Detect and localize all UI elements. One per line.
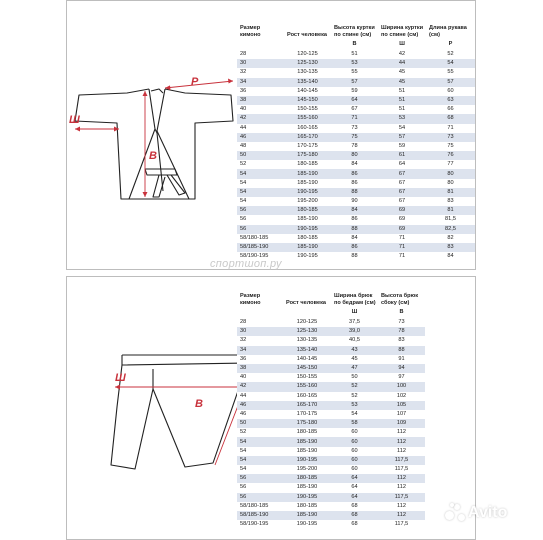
- table-cell: 78: [331, 142, 378, 151]
- table-cell: 112: [378, 483, 425, 492]
- table-cell: 56: [237, 483, 283, 492]
- table-cell: 51: [331, 50, 378, 59]
- table-cell: 76: [426, 151, 475, 160]
- table-cell: 54: [426, 59, 475, 68]
- table-cell: 82: [426, 234, 475, 243]
- table-cell: 59: [331, 87, 378, 96]
- table-cell: 45: [331, 355, 378, 364]
- table-cell: 165-170: [284, 133, 331, 142]
- table-row: [237, 520, 425, 529]
- table-cell: 64: [331, 483, 378, 492]
- table-cell: 71: [378, 243, 426, 252]
- table-row: [237, 502, 425, 511]
- table-cell: 75: [426, 142, 475, 151]
- table-cell: 67: [331, 105, 378, 114]
- table-cell: 42: [237, 382, 283, 391]
- table-cell: 75: [331, 133, 378, 142]
- table-cell: 120-125: [283, 318, 331, 327]
- table-cell: 180-185: [284, 160, 331, 169]
- table-cell: 109: [378, 419, 425, 428]
- table-cell: 160-165: [283, 392, 331, 401]
- jacket-label-p: P: [191, 76, 199, 88]
- table-cell: 88: [331, 225, 378, 234]
- table-cell: 140-145: [284, 87, 331, 96]
- table-cell: 73: [331, 124, 378, 133]
- table-row: [237, 336, 425, 345]
- table-row: [237, 243, 475, 252]
- table-cell: 48: [237, 142, 284, 151]
- pants-diagram: [67, 277, 237, 539]
- table-cell: 60: [331, 428, 378, 437]
- table-cell: 160-165: [284, 124, 331, 133]
- table-cell: 30: [237, 59, 284, 68]
- table-cell: 36: [237, 87, 284, 96]
- table-cell: 73: [426, 133, 475, 142]
- table-row: [237, 410, 425, 419]
- table-row: [237, 68, 475, 77]
- table-cell: 80: [426, 179, 475, 188]
- table-cell: 81: [426, 188, 475, 197]
- pants-symbol-hip-width: Ш: [331, 307, 378, 318]
- table-cell: 51: [378, 105, 426, 114]
- table-cell: 117,5: [378, 520, 425, 529]
- table-cell: 56: [237, 493, 283, 502]
- table-cell: 60: [331, 447, 378, 456]
- table-cell: 43: [331, 346, 378, 355]
- table-cell: 32: [237, 336, 283, 345]
- table-row: [237, 355, 425, 364]
- table-cell: 94: [378, 364, 425, 373]
- table-cell: 58/185-190: [237, 511, 283, 520]
- table-row: [237, 87, 475, 96]
- table-cell: 90: [331, 197, 378, 206]
- table-cell: 185-190: [283, 511, 331, 520]
- table-cell: 112: [378, 502, 425, 511]
- table-cell: 42: [237, 114, 284, 123]
- table-row: [237, 447, 425, 456]
- table-cell: 36: [237, 355, 283, 364]
- table-cell: 150-155: [284, 105, 331, 114]
- table-cell: 45: [378, 78, 426, 87]
- table-cell: 112: [378, 511, 425, 520]
- table-cell: 100: [378, 382, 425, 391]
- jacket-header-height: Рост человека: [287, 31, 327, 38]
- table-cell: 180-185: [283, 474, 331, 483]
- table-cell: 54: [237, 437, 283, 446]
- table-row: [237, 215, 475, 224]
- table-row: [237, 437, 425, 446]
- table-cell: 117,5: [378, 465, 425, 474]
- table-cell: 54: [237, 447, 283, 456]
- table-row: [237, 133, 475, 142]
- table-cell: 190-195: [284, 225, 331, 234]
- table-cell: 58/190-195: [237, 252, 284, 261]
- watermark-text: спортшоп.ру: [210, 258, 282, 270]
- table-cell: 175-180: [284, 151, 331, 160]
- table-cell: 112: [378, 437, 425, 446]
- table-cell: 71: [378, 234, 426, 243]
- table-cell: 117,5: [378, 456, 425, 465]
- table-cell: 53: [378, 114, 426, 123]
- pants-header-size: Размер кимоно: [240, 293, 261, 306]
- table-cell: 155-160: [284, 114, 331, 123]
- table-cell: 81,5: [426, 215, 475, 224]
- table-row: [237, 105, 475, 114]
- table-cell: 180-185: [283, 502, 331, 511]
- table-cell: 38: [237, 364, 283, 373]
- jacket-diagram: [67, 1, 237, 269]
- table-cell: 145-150: [283, 364, 331, 373]
- table-cell: 155-160: [283, 382, 331, 391]
- table-cell: 60: [331, 456, 378, 465]
- table-row: [237, 465, 425, 474]
- table-cell: 105: [378, 401, 425, 410]
- jacket-header-size: Размер кимоно: [240, 25, 261, 38]
- table-cell: 56: [237, 225, 284, 234]
- table-cell: 175-180: [283, 419, 331, 428]
- table-cell: 61: [378, 151, 426, 160]
- table-cell: 185-190: [284, 215, 331, 224]
- pants-label-v: В: [195, 398, 203, 410]
- table-row: [237, 401, 425, 410]
- table-cell: 112: [378, 474, 425, 483]
- table-cell: 185-190: [284, 179, 331, 188]
- table-row: [237, 50, 475, 59]
- table-cell: 120-125: [284, 50, 331, 59]
- table-cell: 59: [378, 142, 426, 151]
- pants-symbol-side-height: В: [378, 307, 425, 318]
- table-row: [237, 382, 425, 391]
- table-row: [237, 419, 425, 428]
- jacket-size-table: [237, 3, 475, 261]
- jacket-header-back-height: Высота куртки по спине (см): [334, 25, 375, 38]
- table-row: [237, 169, 475, 178]
- table-cell: 67: [378, 179, 426, 188]
- table-cell: 88: [378, 346, 425, 355]
- table-cell: 68: [426, 114, 475, 123]
- table-row: [237, 206, 475, 215]
- jacket-header-sleeve: Длина рукава (см): [429, 25, 467, 38]
- table-cell: 56: [237, 215, 284, 224]
- table-cell: 102: [378, 392, 425, 401]
- table-cell: 38: [237, 96, 284, 105]
- table-cell: 64: [331, 96, 378, 105]
- table-row: [237, 474, 425, 483]
- table-row: [237, 234, 475, 243]
- table-cell: 66: [426, 105, 475, 114]
- table-cell: 140-145: [283, 355, 331, 364]
- table-cell: 69: [378, 215, 426, 224]
- table-cell: 40: [237, 105, 284, 114]
- table-cell: 54: [378, 124, 426, 133]
- table-cell: 135-140: [283, 346, 331, 355]
- table-cell: 51: [378, 96, 426, 105]
- table-cell: 46: [237, 410, 283, 419]
- jacket-size-panel: [66, 0, 476, 270]
- table-cell: 69: [378, 225, 426, 234]
- table-cell: 52: [426, 50, 475, 59]
- table-cell: 54: [237, 197, 284, 206]
- table-cell: 73: [378, 318, 425, 327]
- table-cell: 77: [426, 160, 475, 169]
- table-cell: 67: [378, 197, 426, 206]
- table-cell: 91: [378, 355, 425, 364]
- table-cell: 64: [378, 160, 426, 169]
- table-cell: 130-135: [283, 336, 331, 345]
- table-cell: 80: [426, 169, 475, 178]
- table-cell: 125-130: [283, 327, 331, 336]
- table-cell: 54: [237, 179, 284, 188]
- table-cell: 52: [237, 160, 284, 169]
- table-cell: 165-170: [283, 401, 331, 410]
- table-cell: 42: [378, 50, 426, 59]
- table-cell: 60: [426, 87, 475, 96]
- table-cell: 195-200: [283, 465, 331, 474]
- table-cell: 54: [237, 188, 284, 197]
- table-row: [237, 142, 475, 151]
- table-cell: 190-195: [283, 493, 331, 502]
- table-row: [237, 59, 475, 68]
- table-cell: 88: [331, 188, 378, 197]
- table-cell: 47: [331, 364, 378, 373]
- table-cell: 50: [237, 151, 284, 160]
- table-cell: 56: [237, 474, 283, 483]
- pants-header-hip-width: Ширина брюк по бедрам (см): [334, 293, 376, 306]
- table-cell: 58: [331, 419, 378, 428]
- table-cell: 64: [331, 493, 378, 502]
- table-cell: 112: [378, 447, 425, 456]
- table-cell: 34: [237, 346, 283, 355]
- avito-watermark-text: Avito: [468, 504, 508, 521]
- table-cell: 58/180-185: [237, 234, 284, 243]
- table-cell: 83: [426, 243, 475, 252]
- table-cell: 180-185: [284, 234, 331, 243]
- table-row: [237, 197, 475, 206]
- table-cell: 46: [237, 401, 283, 410]
- table-cell: 68: [331, 502, 378, 511]
- table-row: [237, 179, 475, 188]
- table-cell: 170-175: [284, 142, 331, 151]
- table-row: [237, 124, 475, 133]
- jacket-label-sh: Ш: [69, 114, 80, 126]
- table-row: [237, 188, 475, 197]
- table-cell: 60: [331, 465, 378, 474]
- table-cell: 58/185-190: [237, 243, 284, 252]
- table-cell: 44: [237, 124, 284, 133]
- table-cell: 84: [426, 252, 475, 261]
- table-cell: 145-150: [284, 96, 331, 105]
- table-cell: 28: [237, 318, 283, 327]
- table-row: [237, 364, 425, 373]
- pants-size-panel: [66, 276, 476, 540]
- table-cell: 30: [237, 327, 283, 336]
- table-cell: 84: [331, 234, 378, 243]
- table-cell: 37,5: [331, 318, 378, 327]
- table-cell: 55: [426, 68, 475, 77]
- table-cell: 185-190: [283, 483, 331, 492]
- table-cell: 44: [378, 59, 426, 68]
- table-cell: 52: [331, 392, 378, 401]
- table-cell: 40: [237, 373, 283, 382]
- table-cell: 190-195: [283, 520, 331, 529]
- table-cell: 58/180-185: [237, 502, 283, 511]
- table-cell: 55: [331, 68, 378, 77]
- table-cell: 54: [237, 169, 284, 178]
- jacket-symbol-back-height: В: [331, 39, 378, 50]
- table-row: [237, 151, 475, 160]
- table-cell: 46: [237, 133, 284, 142]
- avito-watermark: [445, 503, 507, 523]
- table-cell: 64: [331, 474, 378, 483]
- table-cell: 86: [331, 243, 378, 252]
- table-cell: 51: [378, 87, 426, 96]
- table-cell: 34: [237, 78, 284, 87]
- table-cell: 57: [426, 78, 475, 87]
- table-cell: 40,5: [331, 336, 378, 345]
- table-row: [237, 373, 425, 382]
- avito-logo-icon: [445, 503, 465, 523]
- table-row: [237, 318, 425, 327]
- table-cell: 54: [237, 456, 283, 465]
- table-cell: 67: [378, 188, 426, 197]
- table-cell: 39,0: [331, 327, 378, 336]
- table-cell: 53: [331, 59, 378, 68]
- table-cell: 69: [378, 206, 426, 215]
- table-cell: 44: [237, 392, 283, 401]
- table-cell: 54: [331, 410, 378, 419]
- table-cell: 82,5: [426, 225, 475, 234]
- table-cell: 107: [378, 410, 425, 419]
- table-cell: 150-155: [283, 373, 331, 382]
- table-cell: 68: [331, 511, 378, 520]
- pants-size-table: [237, 279, 425, 529]
- table-cell: 180-185: [284, 206, 331, 215]
- table-cell: 130-135: [284, 68, 331, 77]
- pants-label-sh: Ш: [115, 372, 126, 384]
- table-cell: 83: [426, 197, 475, 206]
- table-row: [237, 225, 475, 234]
- jacket-label-v: В: [149, 150, 157, 162]
- table-cell: 45: [378, 68, 426, 77]
- table-cell: 185-190: [284, 169, 331, 178]
- table-row: [237, 483, 425, 492]
- table-cell: 52: [331, 382, 378, 391]
- table-row: [237, 493, 425, 502]
- table-row: [237, 327, 425, 336]
- table-cell: 52: [237, 428, 283, 437]
- table-cell: 190-195: [284, 188, 331, 197]
- table-cell: 195-200: [284, 197, 331, 206]
- table-cell: 67: [378, 169, 426, 178]
- table-cell: 68: [331, 520, 378, 529]
- table-cell: 56: [237, 206, 284, 215]
- table-row: [237, 392, 425, 401]
- table-cell: 58/190-195: [237, 520, 283, 529]
- table-row: [237, 160, 475, 169]
- table-cell: 78: [378, 327, 425, 336]
- table-cell: 50: [237, 419, 283, 428]
- table-row: [237, 114, 475, 123]
- table-cell: 71: [426, 124, 475, 133]
- table-cell: 28: [237, 50, 284, 59]
- table-cell: 135-140: [284, 78, 331, 87]
- table-cell: 80: [331, 151, 378, 160]
- table-cell: 86: [331, 215, 378, 224]
- pants-header-height: Рост человека: [286, 299, 326, 306]
- pants-header-side-height: Высота брюк сбоку (см): [381, 293, 419, 306]
- table-cell: 32: [237, 68, 284, 77]
- table-cell: 53: [331, 401, 378, 410]
- table-cell: 190-195: [283, 456, 331, 465]
- table-cell: 112: [378, 428, 425, 437]
- table-row: [237, 428, 425, 437]
- table-cell: 54: [237, 465, 283, 474]
- jacket-header-back-width: Ширина куртки по спине (см): [381, 25, 424, 38]
- table-cell: 71: [378, 252, 426, 261]
- table-cell: 185-190: [283, 447, 331, 456]
- table-row: [237, 346, 425, 355]
- table-cell: 50: [331, 373, 378, 382]
- table-cell: 84: [331, 160, 378, 169]
- table-row: [237, 96, 475, 105]
- table-cell: 185-190: [284, 243, 331, 252]
- table-cell: 86: [331, 179, 378, 188]
- table-cell: 63: [426, 96, 475, 105]
- table-cell: 86: [331, 169, 378, 178]
- table-cell: 83: [378, 336, 425, 345]
- table-cell: 125-130: [284, 59, 331, 68]
- table-row: [237, 456, 425, 465]
- table-row: [237, 511, 425, 520]
- table-cell: 97: [378, 373, 425, 382]
- table-cell: 60: [331, 437, 378, 446]
- table-cell: 180-185: [283, 428, 331, 437]
- table-cell: 185-190: [283, 437, 331, 446]
- table-cell: 170-175: [283, 410, 331, 419]
- table-cell: 71: [331, 114, 378, 123]
- jacket-symbol-back-width: Ш: [378, 39, 426, 50]
- jacket-symbol-sleeve: Р: [426, 39, 475, 50]
- table-cell: 57: [378, 133, 426, 142]
- table-cell: 57: [331, 78, 378, 87]
- table-cell: 88: [331, 252, 378, 261]
- table-cell: 117,5: [378, 493, 425, 502]
- table-cell: 190-195: [284, 252, 331, 261]
- table-cell: 84: [331, 206, 378, 215]
- table-cell: 81: [426, 206, 475, 215]
- table-row: [237, 78, 475, 87]
